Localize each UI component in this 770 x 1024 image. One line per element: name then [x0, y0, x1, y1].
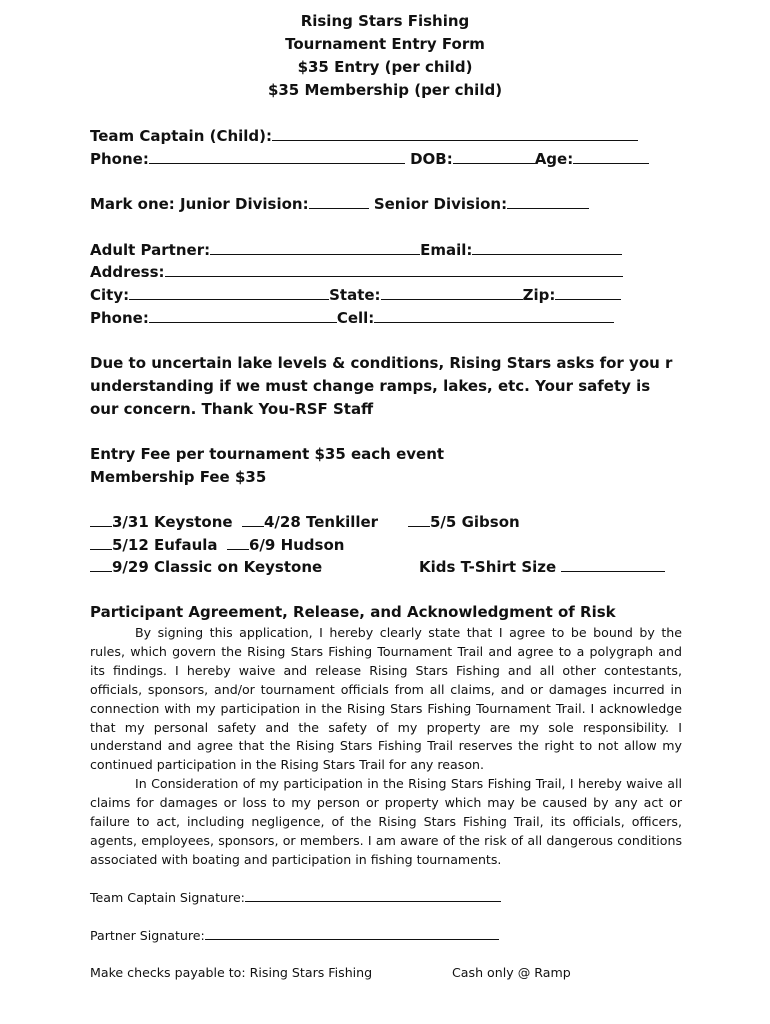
junior-division-field[interactable] [309, 194, 369, 209]
event-label: 9/29 Classic on Keystone [112, 558, 323, 576]
event-option [90, 557, 322, 577]
captain-row [90, 126, 638, 146]
captain-signature-field[interactable] [245, 889, 501, 902]
captain-signature-row [90, 889, 501, 907]
event-option [408, 512, 520, 532]
city-field[interactable] [129, 285, 329, 300]
division-row [90, 194, 589, 214]
tshirt-row [419, 557, 665, 577]
partner-signature-field[interactable] [205, 927, 499, 940]
event-checkbox[interactable] [227, 535, 249, 550]
city-row [90, 285, 621, 305]
event-option [90, 535, 218, 555]
senior-division-label: Senior Division: [373, 195, 508, 213]
adult-partner-label: Adult Partner: [90, 241, 211, 259]
tshirt-size-field[interactable] [561, 557, 665, 572]
partner-row [90, 240, 622, 260]
agreement-paragraph: In Consideration of my participation in the Rising Stars Fishing Trail, I hereby waive all claims for damages or loss to my person or property which may be caused by any act or failure to act, including negligence, of the Rising Stars Fishing Trail, its officials, officers, agents, employees, sponsors, or members. I am aware of the risk of all dangerous conditions associated with boating and participation in fishing tournaments. [90, 776, 682, 867]
event-label: 5/12 Eufaula [112, 536, 218, 554]
partner-phone-label: Phone: [90, 309, 149, 327]
junior-division-label: Mark one: Junior Division: [90, 195, 309, 213]
event-checkbox[interactable] [90, 557, 112, 572]
partner-phone-field[interactable] [149, 308, 337, 323]
cash-only-text: Cash only @ Ramp [452, 965, 571, 980]
form-title: Rising Stars Fishing [300, 12, 470, 30]
agreement-title: Participant Agreement, Release, and Acknowledgment of Risk [90, 603, 616, 621]
zip-field[interactable] [555, 285, 621, 300]
address-field[interactable] [165, 262, 623, 277]
agreement-body [90, 624, 682, 870]
membership-price: $35 Membership (per child) [267, 81, 503, 99]
email-label: Email: [420, 241, 473, 259]
event-option [90, 512, 233, 532]
cell-field[interactable] [374, 308, 614, 323]
event-checkbox[interactable] [90, 512, 112, 527]
address-label: Address: [90, 263, 165, 281]
captain-signature-label: Team Captain Signature: [90, 890, 245, 905]
notice-line: our concern. Thank You-RSF Staff [90, 400, 374, 418]
zip-label: Zip: [522, 286, 556, 304]
captain-phone-field[interactable] [149, 149, 405, 164]
event-label: 3/31 Keystone [112, 513, 233, 531]
form-subtitle: Tournament Entry Form [285, 35, 485, 53]
captain-phone-label: Phone: [90, 150, 149, 168]
senior-division-field[interactable] [507, 194, 589, 209]
event-label: 5/5 Gibson [430, 513, 520, 531]
state-label: State: [329, 286, 381, 304]
event-option [242, 512, 378, 532]
age-field[interactable] [573, 149, 649, 164]
event-checkbox[interactable] [408, 512, 430, 527]
notice-line: Due to uncertain lake levels & conditions, Rising Stars asks for you r [90, 354, 673, 372]
event-checkbox[interactable] [242, 512, 264, 527]
age-label: Age: [534, 150, 574, 168]
entry-price: $35 Entry (per child) [297, 58, 473, 76]
state-field[interactable] [381, 285, 523, 300]
cell-label: Cell: [336, 309, 375, 327]
membership-fee-text: Membership Fee $35 [90, 468, 267, 486]
event-label: 4/28 Tenkiller [264, 513, 379, 531]
event-checkbox[interactable] [90, 535, 112, 550]
event-label: 6/9 Hudson [249, 536, 345, 554]
dob-label: DOB: [410, 150, 453, 168]
tshirt-size-label: Kids T-Shirt Size [419, 558, 557, 576]
partner-signature-label: Partner Signature: [90, 928, 205, 943]
entry-fee-text: Entry Fee per tournament $35 each event [90, 445, 445, 463]
notice-line: understanding if we must change ramps, lakes, etc. Your safety is [90, 377, 651, 395]
email-field[interactable] [472, 240, 622, 255]
adult-partner-field[interactable] [210, 240, 420, 255]
partner-phone-row [90, 308, 614, 328]
captain-phone-row [90, 149, 649, 169]
checks-payable-text: Make checks payable to: Rising Stars Fishing [90, 965, 373, 980]
captain-name-label: Team Captain (Child): [90, 127, 273, 145]
agreement-paragraph: By signing this application, I hereby clearly state that I agree to be bound by the rules, which govern the Rising Stars Fishing Tournament Trail and agree to a polygraph and its findings. I hereby waive and release Rising Stars Fishing and all other contestants, officials, sponsors, and/or tournament officials from all claims, and or damages incurred in connection with my participation in the Rising Stars Fishing Tournament Trail. I acknowledge that my personal safety and the safety of my property are my sole responsibility. I understand and agree that the Rising Stars Fishing Trail reserves the right to not allow my continued participation in the Rising Stars Trail for any reason. [90, 625, 682, 773]
partner-signature-row [90, 927, 499, 945]
dob-field[interactable] [453, 149, 535, 164]
event-option [227, 535, 344, 555]
address-row [90, 262, 623, 282]
city-label: City: [90, 286, 130, 304]
captain-name-field[interactable] [272, 126, 638, 141]
